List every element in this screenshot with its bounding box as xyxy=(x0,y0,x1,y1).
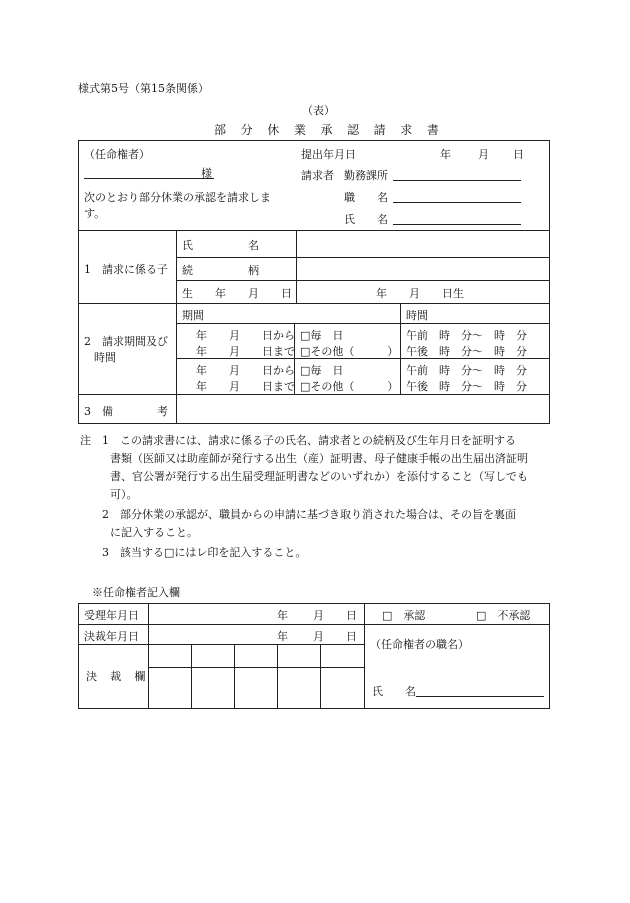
rule xyxy=(191,644,192,709)
row2-to: 年 月 日まで xyxy=(196,380,295,393)
note-1-line-4: 可）。 xyxy=(110,488,138,501)
row1-pm: 午後 時 分～ 時 分 xyxy=(406,345,527,358)
row2-am: 午前 時 分～ 時 分 xyxy=(406,364,527,377)
note-2-line-2: に記入すること。 xyxy=(110,526,198,539)
authority-title-label: （任命権者の職名） xyxy=(370,638,469,651)
decided-month: 月 xyxy=(313,630,324,643)
submit-month: 月 xyxy=(478,148,489,161)
row1-to: 年 月 日まで xyxy=(196,345,295,358)
child-relation-label: 続 柄 xyxy=(182,264,259,277)
rule xyxy=(78,394,550,395)
appointer-section-heading: ※任命権者記入欄 xyxy=(92,586,180,599)
requester-name-field[interactable] xyxy=(393,224,521,225)
child-section-label: 1 請求に係る子 xyxy=(84,263,168,276)
position-field[interactable] xyxy=(393,202,521,203)
note-2-number: 2 xyxy=(102,508,109,521)
decided-date-label: 決裁年月日 xyxy=(84,630,139,643)
approve-checkbox[interactable]: □ 承認 xyxy=(382,609,426,622)
rule xyxy=(176,280,550,281)
decided-day: 日 xyxy=(346,630,357,643)
rule xyxy=(78,230,550,231)
decided-year: 年 xyxy=(277,630,288,643)
received-year: 年 xyxy=(277,609,288,622)
note-1-line-2: 書類（医師又は助産師が発行する出生（産）証明書、母子健康手帳の出生届出済証明 xyxy=(110,452,528,465)
row1-am: 午前 時 分～ 時 分 xyxy=(406,329,527,342)
note-3-number: 3 xyxy=(102,546,109,559)
note-1-line-3: 書、官公署が発行する出生届受理証明書などのいずれか）を添付すること（写しでも xyxy=(110,470,528,483)
rule xyxy=(296,230,297,303)
rule xyxy=(277,644,278,709)
row1-other-checkbox[interactable]: □その他（ ） xyxy=(300,345,399,358)
period-section-label-1: 2 請求期間及び xyxy=(84,335,168,348)
note-2-line-1: 部分休業の承認が、職員からの申請に基づき取り消された場合は、その旨を裏面 xyxy=(120,508,516,521)
form-number: 様式第5号（第15条関係） xyxy=(78,82,209,95)
rule xyxy=(78,303,550,304)
position-label: 職 名 xyxy=(344,191,388,204)
period-header: 期間 xyxy=(182,309,204,322)
note-1-line-1: この請求書には、請求に係る子の氏名、請求者との続柄及び生年月日を証明する xyxy=(120,434,516,447)
reject-checkbox[interactable]: □ 不承認 xyxy=(476,609,531,622)
rule xyxy=(78,644,364,645)
rule xyxy=(176,257,550,258)
time-header: 時間 xyxy=(406,309,428,322)
rule xyxy=(176,230,177,424)
submit-date-label: 提出年月日 xyxy=(301,148,356,161)
sama-label: 様 xyxy=(201,167,212,180)
rule xyxy=(148,603,149,709)
authority-name-label: 氏 名 xyxy=(372,685,416,698)
remarks-label: 3 備 考 xyxy=(84,405,168,418)
submit-year: 年 xyxy=(440,148,451,161)
submit-day: 日 xyxy=(513,148,524,161)
form-side-label: （表） xyxy=(302,104,335,117)
row2-pm: 午後 時 分～ 時 分 xyxy=(406,380,527,393)
requester-label: 請求者 xyxy=(301,169,334,182)
row2-daily-checkbox[interactable]: □毎 日 xyxy=(300,364,344,377)
request-text: 次のとおり部分休業の承認を請求します。 xyxy=(84,191,271,220)
received-day: 日 xyxy=(346,609,357,622)
rule xyxy=(320,644,321,709)
authority-name-field[interactable] xyxy=(416,696,544,697)
notes-label: 注 xyxy=(80,434,91,447)
row2-from: 年 月 日から xyxy=(196,364,295,377)
note-3-line-1: 該当する□にはレ印を記入すること。 xyxy=(120,546,307,559)
rule xyxy=(176,323,550,324)
dept-label: 勤務課所 xyxy=(344,169,388,182)
rule xyxy=(400,303,401,394)
row1-daily-checkbox[interactable]: □毎 日 xyxy=(300,329,344,342)
child-name-label: 氏 名 xyxy=(182,239,259,252)
row1-from: 年 月 日から xyxy=(196,329,295,342)
appointer-label: （任命権者） xyxy=(84,148,150,161)
received-month: 月 xyxy=(313,609,324,622)
approval-stamp-label: 決 裁 欄 xyxy=(86,670,147,683)
rule xyxy=(234,644,235,709)
requester-name-label: 氏 名 xyxy=(344,213,388,226)
received-date-label: 受理年月日 xyxy=(84,609,139,622)
child-birth-value: 年 月 日生 xyxy=(376,287,464,300)
rule xyxy=(364,603,365,709)
dept-field[interactable] xyxy=(393,180,521,181)
period-section-label-2: 時間 xyxy=(94,351,116,364)
appointer-name-line xyxy=(84,178,214,179)
note-1-number: 1 xyxy=(102,434,109,447)
page-title: 部 分 休 業 承 認 請 求 書 xyxy=(214,123,445,137)
row2-other-checkbox[interactable]: □その他（ ） xyxy=(300,380,399,393)
child-birth-label: 生 年 月 日 xyxy=(182,287,292,300)
rule xyxy=(148,667,364,668)
